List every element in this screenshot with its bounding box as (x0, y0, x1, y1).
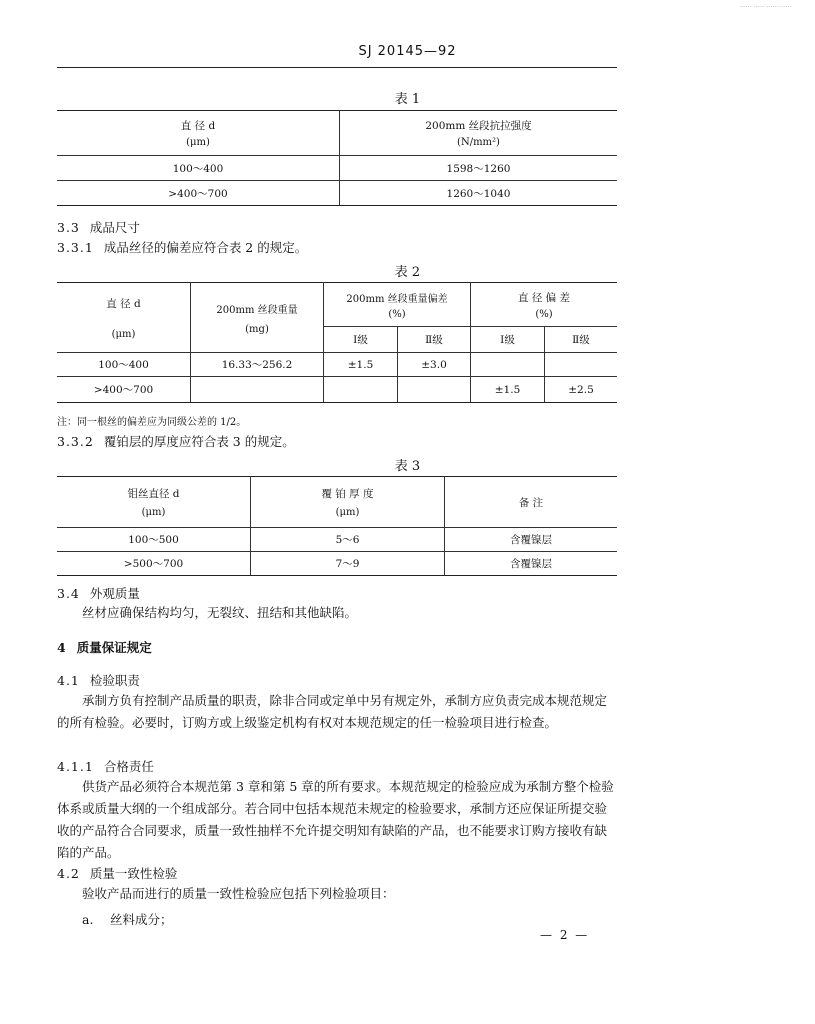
table1-caption: 表 1 (394, 92, 421, 107)
table2 (57, 282, 617, 403)
table-cell: Ⅰ级 (324, 327, 398, 353)
section-3-4: 3.4 外观质量 (57, 586, 140, 601)
table3-caption: 表 3 (394, 459, 421, 474)
table-cell: 1260～1040 (340, 181, 618, 206)
table-row (57, 552, 617, 576)
header-rule (57, 67, 617, 68)
section-4-1-1-text: 供货产品必须符合本规范第 3 章和第 5 章的所有要求。本规范规定的检验应成为承制方整个检验体系或质量大纲的一个组成部分。若合同中包括本规范未规定的检验要求，承制方还应保证所提交验收的产品符合合同要求，质量一致性抽样不允许提交明知有缺陷的产品，也不能要求订购方接收有缺陷的产品。 (57, 779, 614, 860)
section-4-1-1: 4.1.1 合格责任 (57, 759, 154, 774)
table-row (57, 156, 617, 181)
table-row (57, 181, 617, 206)
corner-scan-text: ...... ...... ...... ...... (740, 2, 792, 9)
table1 (57, 110, 617, 206)
table-cell: 含覆镍层 (445, 552, 618, 576)
table-cell: >400～700 (57, 377, 191, 403)
table-cell: >500～700 (57, 552, 251, 576)
table2-head-diameter-dev: 直 径 偏 差 (%) (471, 283, 618, 327)
section-3-3-1: 3.3.1 成品丝径的偏差应符合表 2 的规定。 (57, 240, 308, 255)
table-cell: 含覆镍层 (445, 528, 618, 552)
table-cell: 5～6 (251, 528, 445, 552)
table3-head-remarks: 备 注 (445, 477, 618, 528)
section-4-2: 4.2 质量一致性检验 (57, 866, 178, 881)
table-cell: Ⅱ级 (398, 327, 471, 353)
section-4-heading: 4 质量保证规定 (57, 640, 152, 655)
section-3-3: 3.3 成品尺寸 (57, 220, 140, 235)
table3 (57, 476, 617, 576)
table-cell: 100～400 (57, 156, 340, 181)
table-cell: 7～9 (251, 552, 445, 576)
section-3-3-2: 3.3.2 覆铂层的厚度应符合表 3 的规定。 (57, 434, 295, 449)
page-header: SJ 20145—92 (358, 44, 457, 59)
table-cell (191, 377, 324, 403)
table-cell (471, 353, 545, 377)
table-cell: Ⅰ级 (471, 327, 545, 353)
table-row (57, 377, 617, 403)
table1-head-strength: 200mm 丝段抗拉强度 (N/mm²) (340, 111, 618, 156)
table2-head-weight-dev: 200mm 丝段重量偏差 (%) (324, 283, 471, 327)
table-row (57, 283, 617, 327)
table2-head-diameter: 直 径 d (μm) (57, 283, 191, 353)
table3-head-thickness: 覆 铂 厚 度 (μm) (251, 477, 445, 528)
section-4-2-text: 验收产品而进行的质量一致性检验应包括下列检验项目： (82, 886, 395, 901)
table-cell: 100～400 (57, 353, 191, 377)
table3-head-diameter: 钼丝直径 d (μm) (57, 477, 251, 528)
section-4-1: 4.1 检验职责 (57, 673, 140, 688)
table-cell: ±1.5 (471, 377, 545, 403)
table-row (57, 111, 617, 156)
table-cell: Ⅱ级 (545, 327, 618, 353)
section-4-1-text: 承制方负有控制产品质量的职责，除非合同或定单中另有规定外，承制方应负责完成本规范规定的所有检验。必要时，订购方或上级鉴定机构有权对本规范规定的任一检验项目进行检查。 (57, 693, 608, 730)
table-cell: 1598～1260 (340, 156, 618, 181)
table-cell: 16.33～256.2 (191, 353, 324, 377)
table-cell: ±3.0 (398, 353, 471, 377)
list-item: a. 丝料成分； (82, 912, 173, 927)
table-cell: 100～500 (57, 528, 251, 552)
table2-head-weight: 200mm 丝段重量 (mg) (191, 283, 324, 353)
section-3-4-text: 丝材应确保结构均匀，无裂纹、扭结和其他缺陷。 (82, 605, 358, 620)
table-cell: ±2.5 (545, 377, 618, 403)
table-cell: >400～700 (57, 181, 340, 206)
page-number: — 2 — (540, 928, 590, 942)
table2-caption: 表 2 (394, 265, 421, 280)
table-cell: ±1.5 (324, 353, 398, 377)
table-row (57, 477, 617, 528)
table2-note: 注：同一根丝的偏差应为同级公差的 1/2。 (57, 417, 247, 428)
table-cell (324, 377, 398, 403)
table-cell (545, 353, 618, 377)
table-cell (398, 377, 471, 403)
table1-head-diameter: 直 径 d (μm) (57, 111, 340, 156)
table-row (57, 353, 617, 377)
table-row (57, 528, 617, 552)
